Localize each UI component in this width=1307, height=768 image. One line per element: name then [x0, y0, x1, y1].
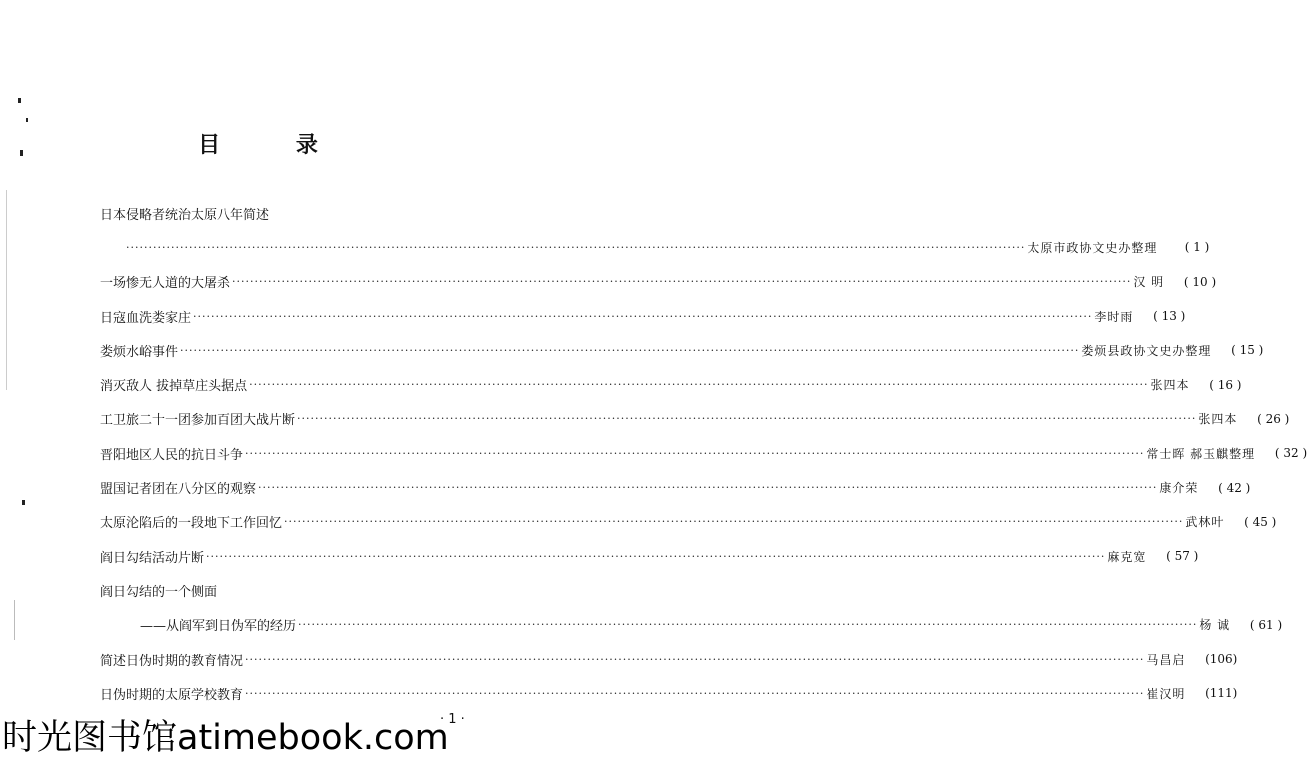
toc-entry-title: 盟国记者团在八分区的观察 [100, 482, 257, 498]
toc-entry-author: 娄烦县政协文史办整理 [1081, 343, 1212, 358]
toc-entry-title: 日本侵略者统治太原八年简述 [100, 207, 270, 223]
toc-entry-author: 汉 明 [1133, 275, 1165, 290]
toc-leader-dots: ········································································································································································································ [249, 378, 1149, 392]
toc-entry-page: ( 13 ) [1153, 309, 1186, 324]
toc-entry [100, 299, 1186, 333]
toc-entry-page: (111) [1205, 686, 1238, 701]
toc-entry [100, 436, 1307, 470]
toc-entry-page: ( 26 ) [1257, 411, 1290, 426]
toc-entry-title: 工卫旅二十一团参加百团大战片断 [100, 413, 296, 429]
toc-entry-author: 太原市政协文史办整理 [1027, 240, 1158, 255]
binding-edge-marks [0, 80, 30, 660]
toc-entry-title: 消灭敌人 拔掉草庄头据点 [100, 379, 248, 395]
toc-entry-title: 阎日勾结的一个侧面 [100, 584, 218, 600]
toc-entry-title: ——从阎军到日伪军的经历 [140, 619, 297, 635]
toc-entry-page: ( 57 ) [1166, 549, 1199, 564]
toc-leader-dots: ········································································································································································································ [245, 446, 1145, 460]
watermark-text: 时光图书馆atimebook.com [2, 718, 449, 758]
toc-entry-page: ( 42 ) [1218, 480, 1251, 495]
toc-leader-dots: ········································································································································································································ [245, 686, 1145, 700]
toc-leader-dots: ········································································································································································································ [258, 481, 1158, 495]
toc-entry [100, 333, 1264, 367]
toc-entry-title: 日寇血洗娄家庄 [100, 310, 192, 326]
toc-entry-author: 武林叶 [1185, 515, 1225, 530]
toc-entry-title: 日伪时期的太原学校教育 [100, 687, 244, 703]
toc-leader-dots: ········································································································································································································ [126, 240, 1026, 254]
toc-entry-title: 简述日伪时期的教育情况 [100, 653, 244, 669]
toc-entry-author: 麻克宽 [1107, 549, 1147, 564]
toc-entry-page: ( 15 ) [1231, 343, 1264, 358]
toc-leader-dots: ········································································································································································································ [297, 412, 1197, 426]
toc-entry [100, 676, 1238, 710]
toc-entry-page: ( 1 ) [1184, 240, 1210, 255]
toc-entry [100, 402, 1290, 436]
toc-entry-author: 崔汉明 [1146, 686, 1186, 701]
page-number: · 1 · [440, 712, 465, 727]
toc-entry [100, 539, 1199, 573]
toc-entry-author: 康介荣 [1159, 481, 1199, 496]
toc-entry-page: ( 61 ) [1249, 617, 1283, 632]
toc-entry [100, 573, 510, 607]
toc-entry-title: 娄烦水峪事件 [100, 344, 179, 360]
toc-entry-page: ( 45 ) [1244, 514, 1277, 529]
toc-leader-dots: ········································································································································································································ [193, 309, 1093, 323]
toc-entry-author: 常士晖 郝玉麒整理 [1146, 446, 1256, 461]
page-title: 目 录 [198, 133, 352, 158]
toc-entry [100, 470, 1251, 504]
toc-entry-author: 马昌启 [1146, 652, 1186, 667]
toc-entry [100, 505, 1277, 539]
toc-entry [100, 642, 1238, 676]
toc-entry-author: 张四本 [1150, 378, 1190, 393]
toc-entry-author: 杨 诚 [1199, 618, 1231, 633]
toc-entry-page: (106) [1205, 652, 1238, 666]
toc-entry-title: 阎日勾结活动片断 [100, 550, 205, 566]
toc-entry-page: ( 10 ) [1183, 274, 1217, 289]
toc-leader-dots: ········································································································································································································ [180, 343, 1080, 357]
toc-entry-author: 李时雨 [1094, 309, 1134, 324]
toc-entry-title: 一场惨无人道的大屠杀 [100, 276, 231, 292]
toc-entry [100, 230, 1210, 264]
toc-entry-title: 晋阳地区人民的抗日斗争 [100, 447, 244, 463]
toc-entry-author: 张四本 [1198, 412, 1238, 427]
toc-leader-dots: ········································································································································································································ [206, 549, 1106, 563]
toc-entry-page: ( 32 ) [1274, 446, 1307, 461]
toc-entry-title: 太原沦陷后的一段地下工作回忆 [100, 516, 283, 532]
toc-entry [100, 608, 1283, 642]
toc-leader-dots: ········································································································································································································ [245, 652, 1145, 666]
toc-entry [100, 196, 510, 230]
toc-leader-dots: ········································································································································································································ [298, 618, 1198, 632]
toc-entry-page: ( 16 ) [1209, 377, 1242, 392]
table-of-contents [100, 196, 1307, 710]
toc-entry [100, 265, 1217, 299]
toc-entry [100, 367, 1242, 401]
toc-leader-dots: ········································································································································································································ [284, 515, 1184, 529]
toc-leader-dots: ········································································································································································································ [232, 275, 1132, 289]
